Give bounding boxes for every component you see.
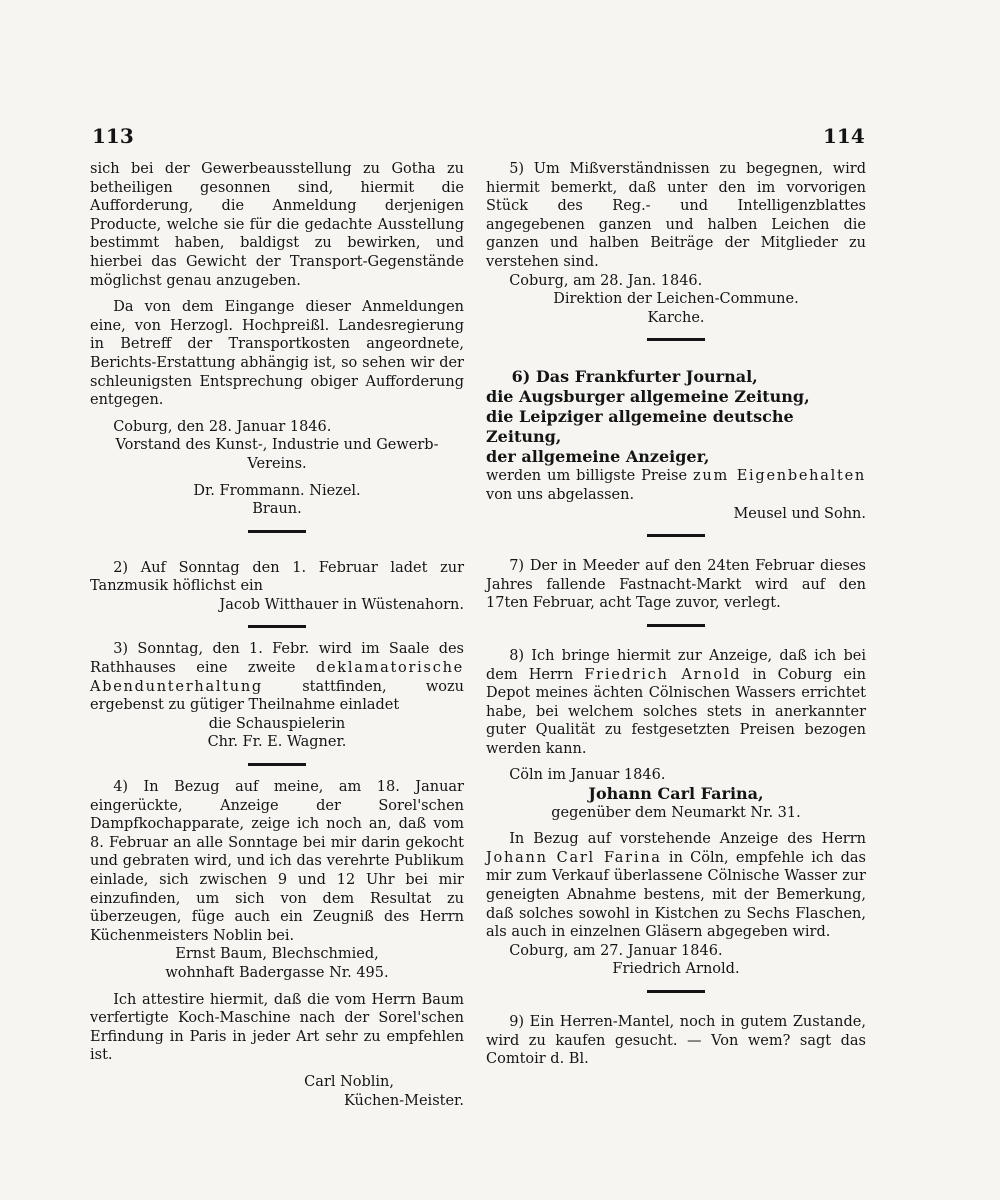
notice-1-continued: sich bei der Gewerbeausstellung zu Gotha zu betheiligen gesonnen sind, hiermit die Aufforderung, die Anmeldung derjenigen Producte, welche sie für die gedachte Ausstellung bestimmt haben, baldigst zu bewirken, und hierbei das Gewicht der Transport-Gegenstände möglichst genau anzugeben. bbox=[90, 161, 464, 289]
notice-3-signature-role: die Schauspielerin bbox=[208, 715, 346, 732]
notice-8-text: 8) Ich bringe hiermit zur Anzeige, daß ich bei dem Herrn Friedrich Arnold in Coburg ein Depot meines ächten Cölnischen Wassers errichtet habe, bei welchem solches stets in anerkannter guter Qualität zu festgesetzten Preisen bezogen werden kann. bbox=[486, 647, 866, 757]
right-column bbox=[486, 160, 866, 1069]
notice-2-text: 2) Auf Sonntag den 1. Februar ladet zur Tanzmusik höflichst ein bbox=[90, 559, 464, 595]
notice-6-heading-2: die Augsburger allgemeine Zeitung, bbox=[486, 387, 810, 407]
notice-4-attest-signature: Carl Noblin, bbox=[304, 1073, 394, 1090]
notice-3-signature: Chr. Fr. E. Wagner. bbox=[207, 734, 347, 751]
notice-1-date: Coburg, den 28. Januar 1846. bbox=[113, 418, 332, 435]
notice-5-signature: Direktion der Leichen-Commune. bbox=[553, 291, 799, 308]
separator-rule bbox=[647, 990, 705, 993]
notice-5-signature-2: Karche. bbox=[647, 309, 705, 326]
notice-6-heading-3: die Leipziger allgemeine deutsche Zeitung, bbox=[486, 407, 794, 447]
separator-rule bbox=[647, 534, 705, 537]
notice-4-text: 4) In Bezug auf meine, am 18. Januar eingerückte, Anzeige der Sorel'schen Dampfkochapparate, zeige ich noch an, daß vom 8. Februar an alle Sonntage bei mir darin gekocht und gebraten wird, und ich das verehrte Publikum einlade, sich zwischen 9 und 12 Uhr bei mir einzufinden, um sich von dem Resultat zu überzeugen, füge auch ein Zeugniß des Herrn Küchenmeisters Noblin bei. bbox=[90, 779, 464, 944]
notice-6-heading-1: 6) Das Frankfurter Journal, bbox=[511, 367, 758, 387]
notice-7-text: 7) Der in Meeder auf den 24ten Februar dieses Jahres fallende Fastnacht-Markt wird auf den 17ten Februar, acht Tage zuvor, verlegt. bbox=[486, 558, 866, 612]
notice-1-organization: Vorstand des Kunst-, Industrie und Gewerb-Vereins. bbox=[115, 437, 439, 472]
notice-4-address: wohnhaft Badergasse Nr. 495. bbox=[165, 964, 389, 981]
notice-6-heading-4: der allgemeine Anzeiger, bbox=[486, 447, 710, 467]
separator-rule bbox=[647, 624, 705, 627]
notice-4-attest-title: Küchen-Meister. bbox=[344, 1092, 464, 1109]
notice-3-spaced-text: deklamatorische Abendunterhaltung bbox=[90, 660, 464, 695]
separator-rule bbox=[647, 338, 705, 341]
notice-5-text: 5) Um Mißverständnissen zu begegnen, wird hiermit bemerkt, daß unter den im vorvorigen Stück des Reg.- und Intelligenzblattes angegebenen ganzen und halben Leichen die ganzen und halben Beiträge der Mitglieder zu verstehen sind. bbox=[486, 161, 866, 270]
notice-8-endorse-signature: Friedrich Arnold. bbox=[612, 961, 740, 978]
notice-2-signature: Jacob Witthauer in Wüstenahorn. bbox=[219, 596, 464, 613]
notice-3-text: 3) Sonntag, den 1. Febr. wird im Saale des Rathhauses eine zweite deklamatorische Abendunterhaltung stattfinden, wozu ergebenst zu gütiger Theilnahme einladet bbox=[90, 641, 464, 714]
notice-9-text: 9) Ein Herren-Mantel, noch in gutem Zustande, wird zu kaufen gesucht. — Von wem? sagt das Comtoir d. Bl. bbox=[486, 1014, 866, 1068]
separator-rule bbox=[248, 530, 306, 533]
notice-8-date: Coburg, am 27. Januar 1846. bbox=[509, 942, 723, 959]
notice-8-spaced-name: Friedrich Arnold bbox=[584, 666, 742, 683]
notice-4-attestation: Ich attestire hiermit, daß die vom Herrn Baum verfertigte Koch-Maschine nach der Sorel'schen Erfindung in Paris in jeder Art sehr zu empfehlen ist. bbox=[90, 991, 464, 1064]
notice-6-signature: Meusel und Sohn. bbox=[733, 505, 866, 522]
page-number-left: 113 bbox=[92, 124, 134, 148]
notice-4-signature: Ernst Baum, Blechschmied, bbox=[175, 946, 379, 963]
notice-5-date: Coburg, am 28. Jan. 1846. bbox=[509, 272, 703, 289]
notice-8-endorsement: In Bezug auf vorstehende Anzeige des Herrn Johann Carl Farina in Cöln, empfehle ich das mir zum Verkauf überlassene Cölnische Wasser zur geneigten Abnahme bestens, mit der Bemerkung, daß solches sowohl in Kistchen zu Sechs Flaschen, als auch in einzelnen Gläsern abgegeben wird. bbox=[486, 831, 866, 941]
notice-1-paragraph: Da von dem Eingange dieser Anmeldungen eine, von Herzogl. Hochpreißl. Landesregierung in Betreff der Transportkosten angeordnete, Berichts-Erstattung abhängig ist, so sehen wir der schleunigsten Entsprechung obiger Aufforderung entgegen. bbox=[90, 299, 464, 409]
separator-rule bbox=[248, 763, 306, 766]
notice-1-signature: Dr. Frommann. Niezel. bbox=[193, 482, 361, 499]
page-number-right: 114 bbox=[823, 124, 865, 148]
notice-8-spaced-name-2: Johann Carl Farina bbox=[486, 849, 662, 866]
notice-8-signature: Johann Carl Farina, bbox=[588, 784, 764, 804]
notice-8-place: Cöln im Januar 1846. bbox=[509, 767, 666, 784]
notice-1-signature-2: Braun. bbox=[252, 501, 302, 518]
separator-rule bbox=[248, 625, 306, 628]
notice-8-address: gegenüber dem Neumarkt Nr. 31. bbox=[551, 804, 801, 821]
notice-6-text: werden um billigste Preise zum Eigenbehalten von uns abgelassen. bbox=[486, 468, 866, 503]
left-column bbox=[90, 160, 464, 1110]
notice-6-spaced-text: zum Eigenbehalten bbox=[693, 468, 866, 485]
